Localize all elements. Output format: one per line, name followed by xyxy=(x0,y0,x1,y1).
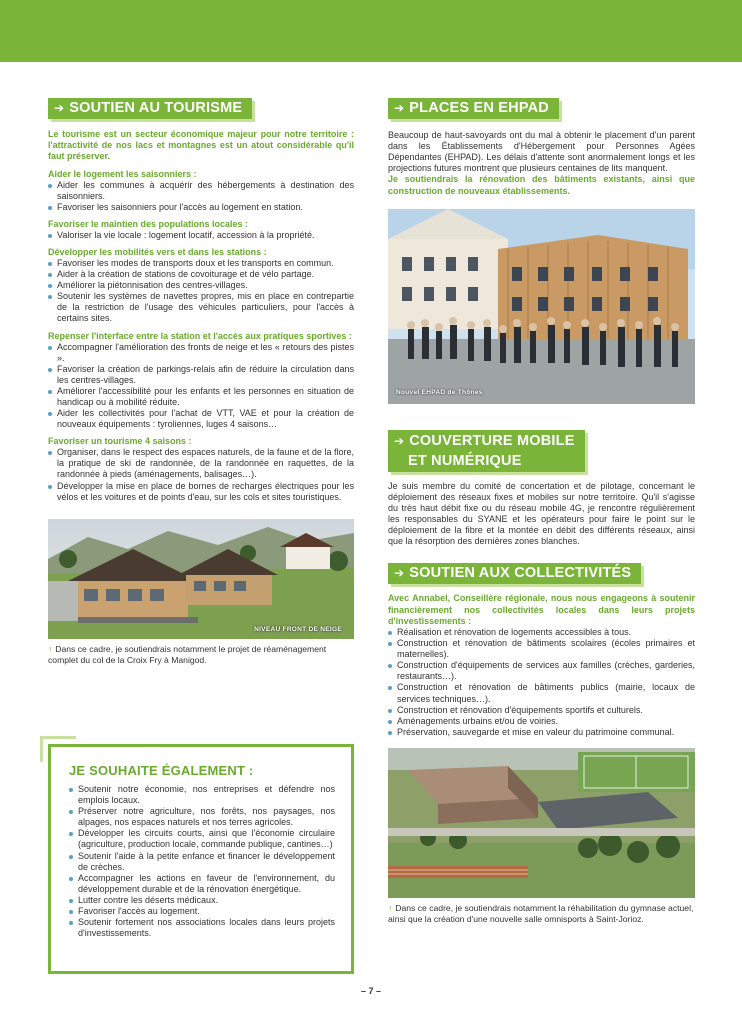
tourisme-group-heading: Favoriser le maintien des populations locales : xyxy=(48,218,249,229)
photo-ehpad xyxy=(388,209,695,404)
list-item: Préserver notre agriculture, nos forêts, nos paysages, nos alpages, nos espaces naturels et nos terres agricoles. xyxy=(69,806,335,828)
tourisme-group-list xyxy=(48,230,354,241)
list-item: Favoriser les modes de transports doux et les transports en commun. xyxy=(48,258,354,269)
right-column xyxy=(388,98,695,924)
tourisme-group-heading: Repenser l'interface entre la station et l'accès aux pratiques sportives : xyxy=(48,330,352,341)
list-item: Améliorer l'accessibilité pour les enfants et les personnes en situation de handicap ou à mobilité réduite. xyxy=(48,386,354,408)
top-green-band xyxy=(0,0,742,62)
arrow-right-icon: ➔ xyxy=(394,433,405,448)
arrow-up-icon: ↑ xyxy=(388,902,393,913)
list-item: Construction d'équipements de services aux familles (crèches, garderies, restaurants…). xyxy=(388,660,695,682)
ehpad-text: Beaucoup de haut-savoyards ont du mal à obtenir le placement d'un parent dans les Établissements d'Hébergement pour Personnes Agées Dépendantes (EHPAD). Les délais d'attente sont anormalement longs et les projections futures montrent que plusieurs centaines de lits manquent. xyxy=(388,130,695,174)
collectivites-list xyxy=(388,627,695,738)
list-item: Favoriser l'accès au logement. xyxy=(69,906,335,917)
tourisme-group-heading: Aider le logement les saisonniers : xyxy=(48,168,197,179)
section-title-collectivites: ➔ SOUTIEN AUX COLLECTIVITÉS xyxy=(388,563,641,584)
souhaite-title: JE SOUHAITE ÉGALEMENT : xyxy=(69,763,254,778)
left-column xyxy=(48,98,354,665)
list-item: Organiser, dans le respect des espaces naturels, de la faune et de la flore, la pratique de ski de randonnée, de la randonnée en raquettes, de la randonnée à pieds (aménagements, balisages…). xyxy=(48,447,354,480)
list-item: Aider les collectivités pour l'achat de VTT, VAE et pour la création de nouveaux équipements : tyroliennes, luges 4 saisons… xyxy=(48,408,354,430)
list-item: Construction et rénovation de bâtiments publics (mairie, locaux de services techniques…). xyxy=(388,682,695,704)
photo-gymnase xyxy=(388,748,695,898)
tourisme-intro: Le tourisme est un secteur économique majeur pour notre territoire : l'attractivité de nos lacs et montagnes est un atout considérable qu'il faut préserver. xyxy=(48,129,354,162)
section-title-mobile: ➔ COUVERTURE MOBILE ET NUMÉRIQUE xyxy=(388,430,585,472)
photo-front-de-neige xyxy=(48,519,354,639)
page-number: – 7 – xyxy=(360,986,382,996)
list-item: Aménagements urbains et/ou de voiries. xyxy=(388,716,695,727)
arrow-right-icon: ➔ xyxy=(394,566,405,581)
arrow-right-icon: ➔ xyxy=(54,101,65,115)
list-item: Construction et rénovation d'équipements sportifs et culturels. xyxy=(388,705,695,716)
list-item: Réalisation et rénovation de logements accessibles à tous. xyxy=(388,627,695,638)
arrow-right-icon: ➔ xyxy=(394,101,405,115)
list-item: Améliorer la piétonnisation des centres-villages. xyxy=(48,280,354,291)
photo-label-ehpad: Nouvel EHPAD de Thônes xyxy=(396,388,483,396)
list-item: Favoriser la création de parkings-relais afin de réduire la circulation dans les centres-villages. xyxy=(48,364,354,386)
ehpad-building-image xyxy=(388,209,695,404)
tourisme-groups xyxy=(48,169,354,503)
list-item: Valoriser la vie locale : logement locatif, accession à la propriété. xyxy=(48,230,354,241)
chalet-render-image xyxy=(48,519,354,639)
ehpad-green: Je soutiendrais la rénovation des bâtiments existants, ainsi que construction de nouveaux établissements. xyxy=(388,174,695,196)
list-item: Soutenir notre économie, nos entreprises et défendre nos emplois locaux. xyxy=(69,784,335,806)
list-item: Préservation, sauvegarde et mise en valeur du patrimoine communal. xyxy=(388,727,695,738)
souhaite-list xyxy=(51,784,351,939)
caption-croix-fry: ↑ Dans ce cadre, je soutiendrais notamment le projet de réaménagement complet du col de la Croix Fry à Manigod. xyxy=(48,643,327,665)
souhaite-box xyxy=(48,744,354,974)
list-item: Aider les communes à acquérir des hébergements à destination des saisonniers. xyxy=(48,180,354,202)
list-item: Lutter contre les déserts médicaux. xyxy=(69,895,335,906)
collectivites-intro: Avec Annabel, Conseillère régionale, nous nous engageons à soutenir financièrement nos collectivités locales dans leurs projets d'investissements : xyxy=(388,593,695,626)
list-item: Accompagner les actions en faveur de l'environnement, du développement durable et de la rénovation énergétique. xyxy=(69,873,335,895)
mobile-text: Je suis membre du comité de concertation et de pilotage, concernant le déploiement des réseaux fixes et mobiles sur notre territoire. Qu'il s'agisse du très haut débit fixe ou du réseau mobile 4G, je rencontre régulièrement les responsables du SYANE et les opérateurs pour faire le point sur le déploiement de la fibre et la montée en débit des différents réseaux, ainsi que la résorption des dernières zones blanches. xyxy=(388,480,695,547)
list-item: Accompagner l'amélioration des fronts de neige et les « retours des pistes ». xyxy=(48,342,354,364)
tourisme-group-list xyxy=(48,258,354,325)
tourisme-group-list xyxy=(48,447,354,502)
section-title-tourisme: ➔ SOUTIEN AU TOURISME xyxy=(48,98,252,119)
list-item: Soutenir l'aide à la petite enfance et financer le développement de crèches. xyxy=(69,851,335,873)
photo-label-front-de-neige: NIVEAU FRONT DE NEIGE xyxy=(254,625,342,633)
list-item: Soutenir fortement nos associations locales dans leurs projets d'investissements. xyxy=(69,917,335,939)
list-item: Aider à la création de stations de covoiturage et de vélo partage. xyxy=(48,269,354,280)
section-title-ehpad: ➔ PLACES EN EHPAD xyxy=(388,98,559,119)
list-item: Développer la mise en place de bornes de recharges électriques pour les vélos et les voitures et de points d'eau, sur les cols et sites touristiques. xyxy=(48,481,354,503)
tourisme-group-heading: Développer les mobilités vers et dans les stations : xyxy=(48,246,267,257)
list-item: Favoriser les saisonniers pour l'accès au logement en station. xyxy=(48,202,354,213)
arrow-up-icon: ↑ xyxy=(48,643,53,654)
list-item: Soutenir les systèmes de navettes propres, mis en place en contrepartie de la restriction de l'usage des véhicules particuliers, pour l'accès à certains sites. xyxy=(48,291,354,324)
tourisme-group-list xyxy=(48,342,354,431)
tourisme-group-heading: Favoriser un tourisme 4 saisons : xyxy=(48,436,192,447)
caption-gymnase: ↑ Dans ce cadre, je soutiendrais notamment la réhabilitation du gymnase actuel, ainsi que la création d'une nouvelle salle omnisports à Saint-Jorioz. xyxy=(388,902,694,924)
list-item: Construction et rénovation de bâtiments scolaires (écoles primaires et maternelles). xyxy=(388,638,695,660)
tourisme-group-list xyxy=(48,180,354,213)
gymnase-render-image xyxy=(388,748,695,898)
list-item: Développer les circuits courts, ainsi que l'économie circulaire (agriculture, production locale, commande publique, cantines…) xyxy=(69,828,335,850)
